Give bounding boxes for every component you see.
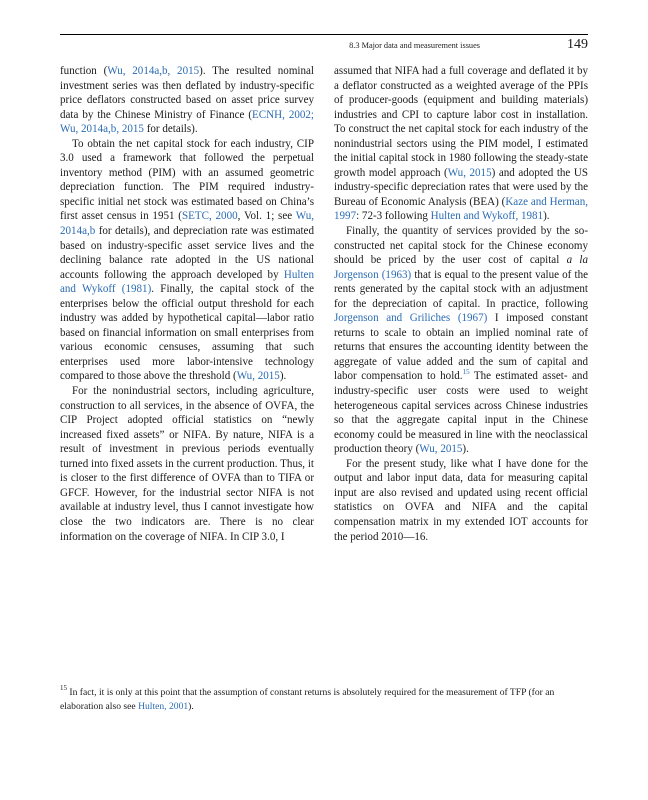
citation-link[interactable]: Jorgenson and Griliches (1967) (334, 312, 488, 325)
citation-link[interactable]: Wu, 2014a,b, 2015 (107, 65, 200, 77)
left-column (60, 64, 314, 544)
citation-link[interactable]: Jorgenson (1963) (334, 268, 412, 281)
paragraph: function (Wu, 2014a,b, 2015). The resulted nominal investment series was then deflated by industry-specific price deflators constructed based on asset price survey data by the Chinese Ministry of Finance (ECNH, 2002; Wu, 2014a,b, 2015 for details). (60, 65, 314, 136)
header-rule (60, 34, 588, 35)
citation-link[interactable]: SETC, 2000 (181, 210, 238, 223)
citation-link[interactable]: Wu, 2014a,b (60, 210, 315, 238)
footnote-number: 15 (60, 684, 67, 692)
paragraph: For the present study, like what I have done for the output and labor input data, data for measuring capital input are also revised and updated using recent official statistics on OVFA and NIFA and the capital compensation matrix in my extended IOT accounts for the period 2010—16. (334, 457, 588, 543)
paragraph: Finally, the quantity of services provided by the so-constructed net capital stock for the Chinese economy should be priced by the user cost of capital a la Jorgenson (1963) that is equal to the present value of the rents generated by the capital stock with an adjustment for the depreciation of capital. In practice, following Jorgenson and Griliches (1967) I imposed constant returns to scale to obtain an implied nominal rate of returns that ensures the accounting identity between the aggregate of value added and the sum of capital and labor compensation to hold.$^{15}$ The estimated asset- and industry-specific user costs were used to weight heterogeneous capital services across Chinese industries so that the aggregate capital input in the Chinese economy could be measured in line with the neoclassical production theory (Wu, 2015). (334, 225, 588, 456)
citation-link[interactable]: Hulten and Wykoff (1981) (60, 268, 314, 296)
right-column (334, 64, 588, 544)
paragraph: assumed that NIFA had a full coverage and deflated it by a deflator constructed as a weighted average of the PPIs of producer-goods (equipment and building materials) industries and CPI to capture labor cost in installation. To construct the net capital stock for each industry of the nonindustrial sectors using the PIM model, I estimated the initial capital stock in 1980 following the steady-state growth model approach (Wu, 2015) and adopted the US industry-specific depreciation rates that were used by the Bureau of Economic Analysis (BEA) (Kaze and Herman, 1997: 72-3 following Hulten and Wykoff, 1981). (334, 65, 588, 223)
paragraph: For the nonindustrial sectors, including agriculture, construction to all services, in the absence of OVFA, the CIP Project adopted official statistics on “newly increased fixed assets” or NIFA. By nature, NIFA is a result of investment in previous periods eventually turned into fixed assets in the current production. Thus, it is closer to the first difference of OVFA than to TIFA or GFCF. However, for the industrial sector NIFA is not available at industry level, thus I cannot investigate how close the two indicators are. There is no clear information on the coverage of NIFA. In CIP 3.0, I (60, 385, 314, 543)
footnote-marker[interactable]: 15 (462, 368, 470, 377)
running-header: 8.3 Major data and measurement issues (349, 41, 480, 50)
citation-link[interactable]: Wu, 2015 (419, 443, 463, 456)
citation-link[interactable]: Hulten, 2001 (138, 700, 189, 712)
citation-link[interactable]: Hulten and Wykoff, 1981 (430, 210, 544, 223)
citation-link[interactable]: Wu, 2015 (447, 166, 492, 179)
citation-link[interactable]: ECNH, 2002; Wu, 2014a,b, 2015 (60, 108, 314, 136)
footnote: $^{15}$ In fact, it is only at this point that the assumption of constant returns is absolutely required for the measurement of TFP (for an elaboration also see Hulten, 2001). (60, 684, 555, 712)
citation-link[interactable]: Wu, 2015 (236, 370, 280, 383)
page-number: 149 (567, 37, 588, 52)
paragraph: To obtain the net capital stock for each industry, CIP 3.0 used a framework that followed the perpetual inventory method (PIM) with an assumed geometric depreciation function. The PIM required industry-specific initial net stock was estimated based on China’s first asset census in 1951 (SETC, 2000, Vol. 1; see Wu, 2014a,b for details), and depreciation rate was estimated based on industry-specific asset service lives and the declining balance rate adopted in the US national accounts following the approach developed by Hulten and Wykoff (1981). Finally, the capital stock of the enterprises below the official output threshold for each industry was added by hypothetical capital—labor ratio based on financial information on small enterprises from various economic censuses, assuming that such enterprises used more labor-intensive technology compared to those above the threshold (Wu, 2015). (60, 137, 315, 383)
citation-link[interactable]: Kaze and Herman, 1997 (334, 195, 588, 223)
